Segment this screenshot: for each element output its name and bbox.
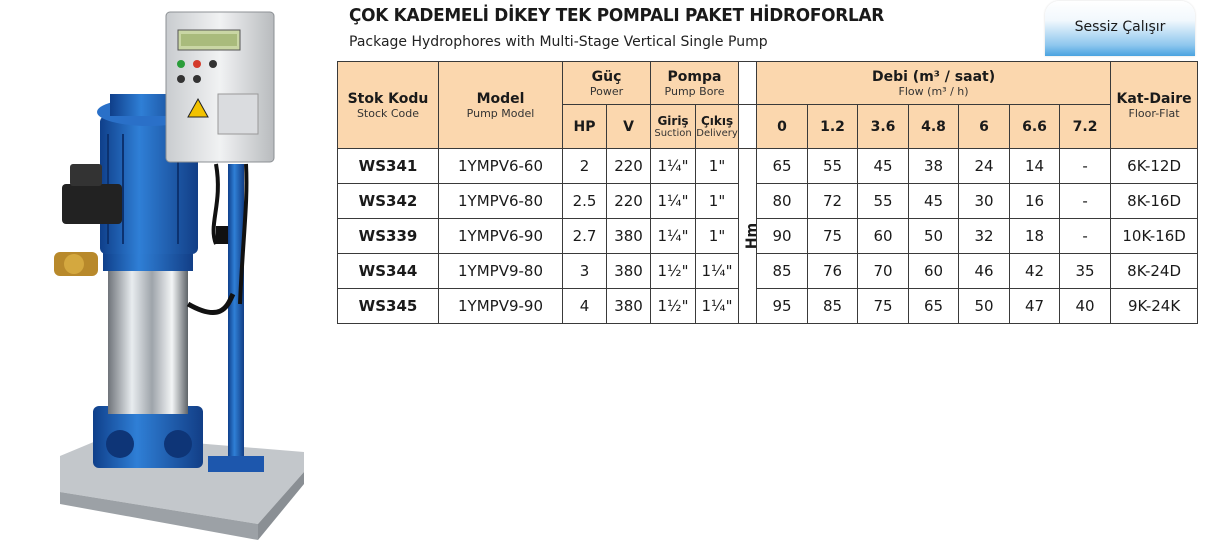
flow-value: 45 (909, 184, 959, 219)
delivery-size: 1" (696, 149, 739, 184)
flow-value: 65 (909, 289, 959, 324)
flow-value: 75 (808, 219, 858, 254)
page-subtitle: Package Hydrophores with Multi-Stage Vertical Single Pump (349, 34, 768, 50)
pump-model: 1YMPV9-80 (439, 254, 563, 289)
flow-value: - (1060, 149, 1111, 184)
flow-value: 35 (1060, 254, 1111, 289)
flow-value: 60 (858, 219, 909, 254)
flow-value: 90 (757, 219, 808, 254)
flow-value: 75 (858, 289, 909, 324)
suction-size: 1½" (651, 254, 696, 289)
flow-value: 45 (858, 149, 909, 184)
badge-label: Sessiz Çalışır (1074, 18, 1166, 35)
header-flow-point: 0 (757, 105, 808, 149)
voltage-value: 220 (607, 149, 651, 184)
flow-value: 95 (757, 289, 808, 324)
voltage-value: 380 (607, 289, 651, 324)
floor-flat: 8K-16D (1111, 184, 1198, 219)
hm-label: Hm (739, 149, 757, 324)
flow-value: 50 (959, 289, 1010, 324)
header-delivery: Çıkış Delivery (696, 105, 739, 149)
stock-code: WS339 (338, 219, 439, 254)
header-floor: Kat-Daire Floor-Flat (1111, 62, 1198, 149)
flow-value: 30 (959, 184, 1010, 219)
flow-value: 16 (1010, 184, 1060, 219)
header-flow-point: 6.6 (1010, 105, 1060, 149)
spec-table (337, 61, 1198, 324)
suction-size: 1¼" (651, 184, 696, 219)
header-flow-point: 1.2 (808, 105, 858, 149)
hp-value: 2 (563, 149, 607, 184)
pump-model: 1YMPV6-90 (439, 219, 563, 254)
header-hp: HP (563, 105, 607, 149)
stock-code: WS342 (338, 184, 439, 219)
header-spacer-2 (739, 105, 757, 149)
flow-value: 32 (959, 219, 1010, 254)
table-row (338, 254, 1198, 289)
flow-value: 65 (757, 149, 808, 184)
stock-code: WS341 (338, 149, 439, 184)
suction-size: 1¼" (651, 219, 696, 254)
suction-size: 1½" (651, 289, 696, 324)
flow-value: 42 (1010, 254, 1060, 289)
delivery-size: 1" (696, 184, 739, 219)
stock-code: WS345 (338, 289, 439, 324)
floor-flat: 6K-12D (1111, 149, 1198, 184)
table-row (338, 289, 1198, 324)
flow-value: 46 (959, 254, 1010, 289)
suction-size: 1¼" (651, 149, 696, 184)
flow-value: 72 (808, 184, 858, 219)
flow-value: 14 (1010, 149, 1060, 184)
header-stock-code: Stok Kodu Stock Code (338, 62, 439, 149)
header-flow-point: 4.8 (909, 105, 959, 149)
header-model: Model Pump Model (439, 62, 563, 149)
hp-value: 2.5 (563, 184, 607, 219)
pump-model: 1YMPV6-60 (439, 149, 563, 184)
flow-value: 85 (757, 254, 808, 289)
header-power: Güç Power (563, 62, 651, 105)
flow-value: 70 (858, 254, 909, 289)
flow-value: 18 (1010, 219, 1060, 254)
table-row (338, 219, 1198, 254)
header-flow-point: 6 (959, 105, 1010, 149)
flow-value: 55 (858, 184, 909, 219)
header-v: V (607, 105, 651, 149)
delivery-size: 1" (696, 219, 739, 254)
delivery-size: 1¼" (696, 289, 739, 324)
table-row (338, 184, 1198, 219)
voltage-value: 380 (607, 254, 651, 289)
flow-value: 40 (1060, 289, 1111, 324)
flow-value: 24 (959, 149, 1010, 184)
stock-code: WS344 (338, 254, 439, 289)
flow-value: 38 (909, 149, 959, 184)
pump-model: 1YMPV6-80 (439, 184, 563, 219)
flow-value: 85 (808, 289, 858, 324)
flow-value: 50 (909, 219, 959, 254)
flow-value: - (1060, 184, 1111, 219)
flow-value: 55 (808, 149, 858, 184)
hp-value: 3 (563, 254, 607, 289)
flow-value: 47 (1010, 289, 1060, 324)
pump-product-image (48, 4, 310, 544)
voltage-value: 220 (607, 184, 651, 219)
hp-value: 2.7 (563, 219, 607, 254)
table-row (338, 149, 1198, 184)
pump-model: 1YMPV9-90 (439, 289, 563, 324)
delivery-size: 1¼" (696, 254, 739, 289)
floor-flat: 8K-24D (1111, 254, 1198, 289)
header-suction: Giriş Suction (651, 105, 696, 149)
flow-value: 80 (757, 184, 808, 219)
flow-value: 60 (909, 254, 959, 289)
floor-flat: 10K-16D (1111, 219, 1198, 254)
page-title: ÇOK KADEMELİ DİKEY TEK POMPALI PAKET HİDROFORLAR (349, 5, 885, 26)
header-flow: Debi (m³ / saat) Flow (m³ / h) (757, 62, 1111, 105)
flow-value: - (1060, 219, 1111, 254)
voltage-value: 380 (607, 219, 651, 254)
floor-flat: 9K-24K (1111, 289, 1198, 324)
flow-value: 76 (808, 254, 858, 289)
hp-value: 4 (563, 289, 607, 324)
silent-operation-badge (1045, 1, 1195, 56)
header-flow-point: 7.2 (1060, 105, 1111, 149)
header-pump-bore: Pompa Pump Bore (651, 62, 739, 105)
header-spacer (739, 62, 757, 105)
header-flow-point: 3.6 (858, 105, 909, 149)
